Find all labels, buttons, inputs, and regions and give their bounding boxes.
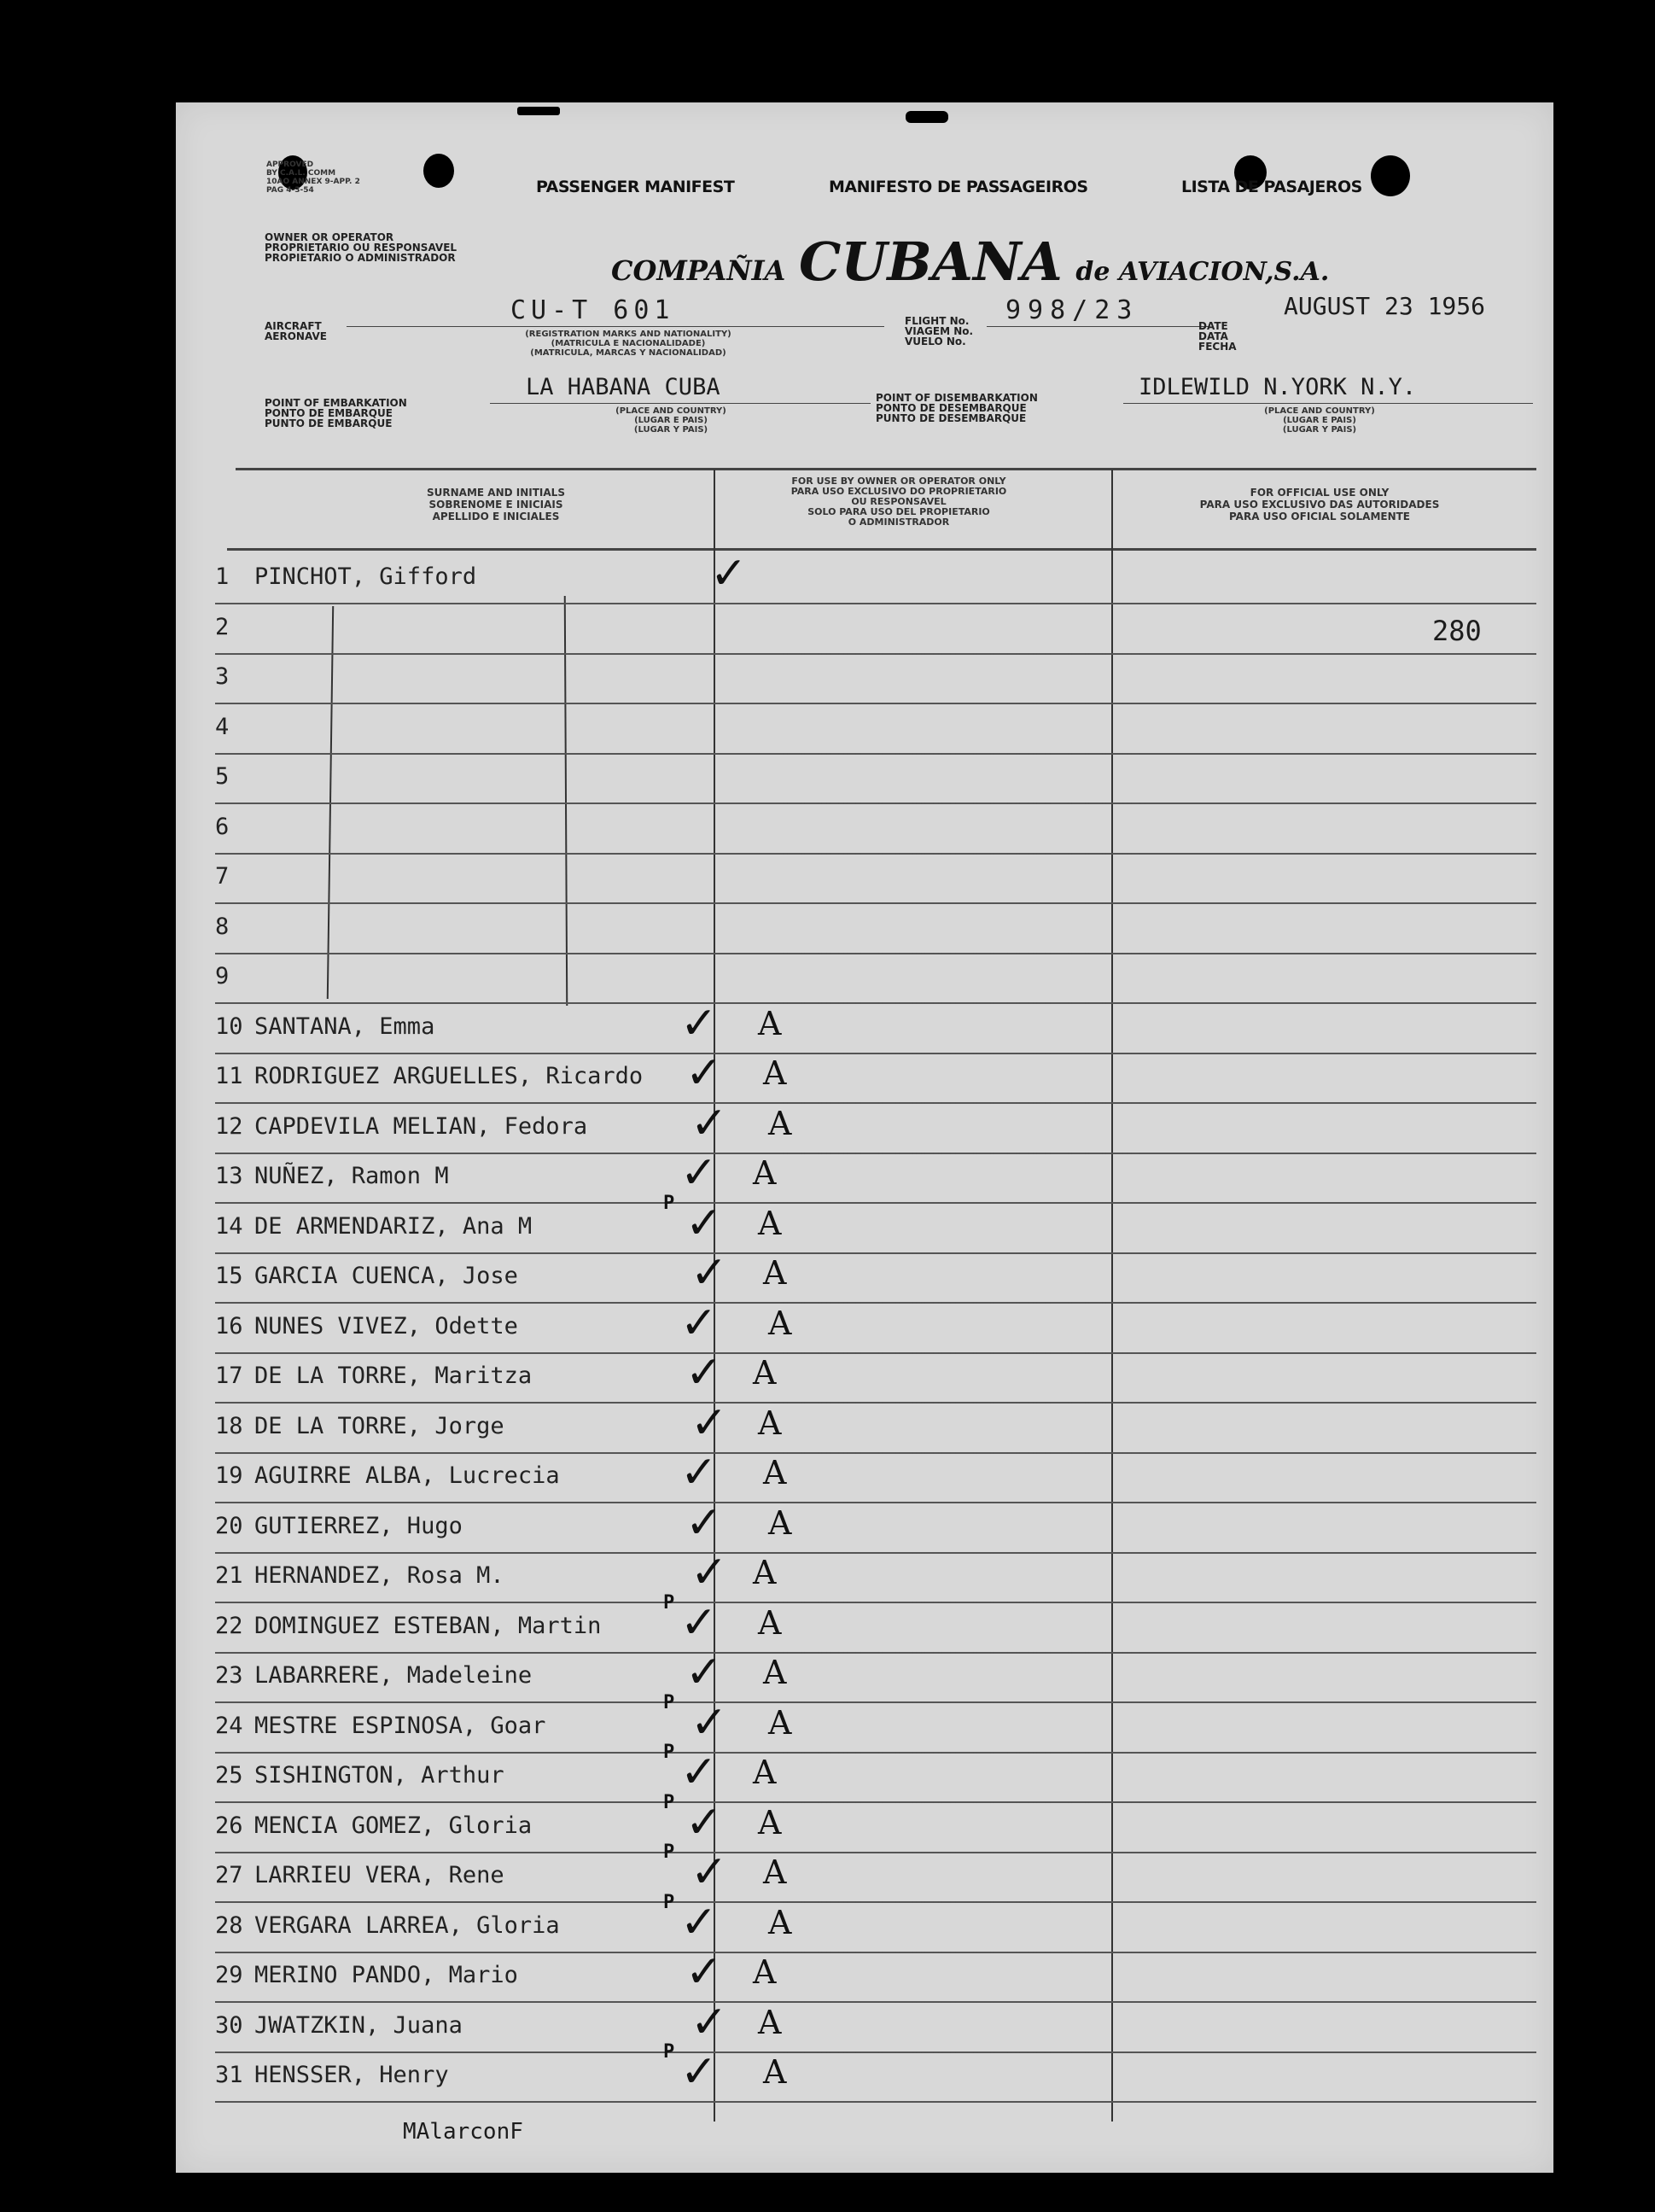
a-mark: A: [758, 1603, 782, 1642]
passenger-name: GARCIA CUENCA, Jose: [254, 1263, 518, 1289]
passenger-row: [215, 605, 1536, 655]
row-number: 5: [215, 763, 230, 790]
column-header-line: SOLO PARA USO DEL PROPIETARIO: [807, 506, 990, 517]
flight-label: [905, 316, 973, 347]
ink-blot: [517, 107, 560, 115]
passenger-name: JWATZKIN, Juana: [254, 2011, 463, 2039]
check-mark: ✓: [691, 1547, 728, 1598]
aircraft-label: [265, 321, 327, 341]
passenger-name: NUÑEZ, Ramon M: [254, 1163, 449, 1189]
embarkation-sublabel-line: (PLACE AND COUNTRY): [615, 406, 726, 416]
owner-label: [265, 232, 457, 263]
aircraft-label-line: AERONAVE: [265, 330, 327, 342]
check-mark: ✓: [685, 1946, 723, 1998]
row-number: 22: [215, 1612, 243, 1639]
flight-number: 998/23: [1005, 295, 1139, 325]
passenger-row: [215, 954, 1536, 1004]
check-mark: ✓: [691, 1397, 728, 1449]
passenger-row: [215, 905, 1536, 954]
check-mark: ✓: [680, 1596, 718, 1649]
header-bottom-rule: [227, 548, 1536, 551]
embarkation-underline: [490, 403, 871, 404]
passenger-row: [215, 755, 1536, 804]
a-mark: A: [753, 1354, 777, 1392]
row-number: 11: [215, 1063, 243, 1089]
p-mark: P: [663, 2041, 675, 2063]
owner-label-line: PROPRIETARIO OU RESPONSAVEL: [265, 242, 457, 254]
row-number: 26: [215, 1812, 243, 1839]
passenger-name: DOMINGUEZ ESTEBAN, Martin: [254, 1612, 602, 1639]
passenger-name: MESTRE ESPINOSA, Goar: [254, 1712, 546, 1739]
check-mark: ✓: [680, 997, 718, 1049]
row-number: 12: [215, 1112, 243, 1140]
aircraft-sublabel-line: (MATRICULA, MARCAS Y NACIONALIDAD): [530, 348, 726, 358]
p-mark: P: [663, 1891, 675, 1913]
stamp-line: 10AO ANNEX 9-APP. 2: [266, 178, 360, 186]
disembarkation-label: [876, 393, 1038, 423]
a-mark: A: [758, 2003, 782, 2041]
row-number: 8: [215, 913, 230, 940]
row-number: 21: [215, 1562, 243, 1589]
passenger-name: NUNES VIVEZ, Odette: [254, 1312, 518, 1339]
disembarkation-sublabel-line: (LUGAR E PAIS): [1283, 416, 1356, 425]
flight-date: AUGUST 23 1956: [1284, 292, 1486, 320]
row-number: 14: [215, 1212, 243, 1240]
company-logo: [611, 231, 1329, 293]
check-mark: ✓: [680, 2046, 718, 2098]
a-mark: A: [758, 1803, 782, 1841]
passenger-row: [215, 1192, 1536, 1254]
embarkation-label-line: PONTO DE EMBARQUE: [265, 407, 393, 419]
aircraft-registration: CU-T 601: [510, 295, 675, 325]
owner-label-line: OWNER OR OPERATOR: [265, 231, 394, 243]
a-mark: A: [753, 1754, 777, 1791]
aircraft-sublabel: [457, 330, 799, 358]
column-header-line: OU RESPONSAVEL: [851, 496, 947, 507]
check-mark: ✓: [680, 1297, 718, 1349]
row-number: 19: [215, 1462, 243, 1489]
passenger-name: SANTANA, Emma: [254, 1013, 435, 1040]
passenger-row: [215, 2041, 1536, 2103]
check-mark: ✓: [691, 1696, 728, 1748]
passenger-row: [215, 1791, 1536, 1853]
ink-blot: [906, 111, 948, 123]
a-mark: A: [753, 1554, 777, 1591]
passenger-row: [215, 855, 1536, 904]
row-number: 1: [215, 563, 230, 590]
p-mark: P: [663, 1841, 675, 1863]
row-number: 23: [215, 1662, 243, 1689]
stamp-line: BY C.A.L. COMM: [266, 169, 336, 178]
row-number: 9: [215, 963, 230, 989]
passenger-name: LARRIEU VERA, Rene: [254, 1862, 504, 1888]
a-mark: A: [758, 1004, 782, 1042]
a-mark: A: [753, 1953, 777, 1991]
flight-label-line: VUELO No.: [905, 336, 966, 347]
a-mark: A: [758, 1404, 782, 1442]
disembarkation-place: IDLEWILD N.YORK N.Y.: [1139, 374, 1417, 400]
check-mark: ✓: [685, 1647, 723, 1698]
passenger-name: GUTIERREZ, Hugo: [254, 1512, 463, 1539]
passenger-name: DE LA TORRE, Maritza: [254, 1363, 533, 1389]
row-number: 28: [215, 1911, 243, 1939]
a-mark: A: [768, 1703, 792, 1742]
passenger-name: AGUIRRE ALBA, Lucrecia: [254, 1462, 560, 1489]
a-mark: A: [763, 1654, 787, 1691]
passenger-row: [215, 1247, 1536, 1304]
row-number: 31: [215, 2062, 243, 2088]
column-header-line: SOBRENOME E INICIAIS: [428, 499, 563, 511]
passenger-name: HERNANDEZ, Rosa M.: [254, 1562, 504, 1589]
p-mark: P: [663, 1591, 675, 1614]
column-header-line: PARA USO EXCLUSIVO DO PROPRIETARIO: [790, 486, 1007, 497]
column-header-line: SURNAME AND INITIALS: [427, 487, 565, 499]
passenger-name: CAPDEVILA MELIAN, Fedora: [254, 1112, 588, 1140]
title-es: LISTA DE PASAJEROS: [1181, 178, 1362, 196]
passenger-row: [215, 705, 1536, 755]
check-mark: ✓: [691, 1247, 728, 1299]
manifest-sheet: [176, 102, 1553, 2173]
passenger-name: LABARRERE, Madeleine: [254, 1662, 533, 1689]
a-mark: A: [768, 1903, 792, 1941]
check-mark: ✓: [680, 1447, 718, 1498]
aircraft-sublabel-line: (MATRICULA E NACIONALIDADE): [551, 339, 706, 348]
column-header-line: APELLIDO E INICIALES: [432, 511, 560, 522]
logo-main: CUBANA: [799, 231, 1063, 293]
a-mark: A: [763, 1254, 787, 1292]
embarkation-place: LA HABANA CUBA: [526, 374, 720, 400]
a-mark: A: [758, 1204, 782, 1242]
passenger-row: [215, 1147, 1536, 1204]
a-mark: A: [763, 1853, 787, 1891]
row-number: 20: [215, 1512, 243, 1539]
embarkation-sublabel-line: (LUGAR E PAIS): [634, 416, 708, 425]
owner-label-line: PROPIETARIO O ADMINISTRADOR: [265, 252, 456, 264]
check-mark: ✓: [710, 548, 748, 599]
logo-suffix: de AVIACION,S.A.: [1075, 257, 1330, 287]
passenger-row: [215, 1347, 1536, 1404]
a-mark: A: [768, 1104, 792, 1142]
passenger-row: [215, 1647, 1536, 1703]
a-mark: A: [753, 1154, 777, 1192]
row-number: 6: [215, 813, 230, 840]
passenger-row: [215, 1996, 1536, 2053]
passenger-name: MERINO PANDO, Mario: [254, 1962, 518, 1988]
column-header-operator: [715, 476, 1082, 528]
passenger-name: RODRIGUEZ ARGUELLES, Ricardo: [254, 1063, 644, 1089]
a-mark: A: [763, 1054, 787, 1092]
check-mark: ✓: [691, 1097, 728, 1149]
column-header-line: PARA USO EXCLUSIVO DAS AUTORIDADES: [1199, 499, 1440, 511]
check-mark: ✓: [685, 1197, 723, 1249]
passenger-row: [215, 1497, 1536, 1554]
passenger-row: [215, 1691, 1536, 1754]
date-label-line: DATE: [1198, 320, 1228, 332]
p-mark: P: [663, 1791, 675, 1813]
check-mark: ✓: [680, 1147, 718, 1199]
row-number: 30: [215, 2011, 243, 2039]
disembarkation-sublabel-line: (LUGAR Y PAIS): [1282, 425, 1357, 435]
date-label-line: DATA: [1198, 330, 1228, 342]
row-number: 27: [215, 1862, 243, 1888]
title-pt: MANIFESTO DE PASSAGEIROS: [829, 178, 1088, 196]
row-dash-rule: [770, 2101, 1154, 2103]
a-mark: A: [763, 1454, 787, 1491]
disembarkation-sublabel: [1217, 406, 1422, 435]
column-header-line: O ADMINISTRADOR: [848, 517, 950, 528]
disembarkation-label-line: PUNTO DE DESEMBARQUE: [876, 412, 1027, 424]
date-label: [1198, 321, 1237, 352]
disembarkation-label-line: PONTO DE DESEMBARQUE: [876, 402, 1027, 414]
column-header-name: [304, 487, 688, 522]
check-mark: ✓: [680, 1747, 718, 1798]
row-number: 18: [215, 1412, 243, 1439]
a-mark: A: [763, 2053, 787, 2091]
check-mark: ✓: [685, 1347, 723, 1398]
passenger-row: [215, 655, 1536, 704]
passenger-row: [215, 1946, 1536, 2003]
flight-label-line: FLIGHT No.: [905, 315, 970, 327]
check-mark: ✓: [685, 1497, 723, 1549]
passenger-row: [215, 1297, 1536, 1354]
passenger-name: DE ARMENDARIZ, Ana M: [254, 1212, 533, 1240]
row-number: 29: [215, 1962, 243, 1988]
passenger-row: [215, 1097, 1536, 1154]
passenger-row: [215, 1048, 1536, 1104]
check-mark: ✓: [685, 1796, 723, 1848]
passenger-row: [215, 1447, 1536, 1503]
logo-prefix: COMPAÑIA: [611, 254, 786, 287]
passenger-name: MENCIA GOMEZ, Gloria: [254, 1812, 533, 1839]
stamp-line: APPROVED: [266, 161, 314, 169]
embarkation-label-line: PUNTO DE EMBARQUE: [265, 417, 393, 429]
row-number: 4: [215, 713, 230, 740]
row-number: 17: [215, 1363, 243, 1389]
passenger-row: [215, 1891, 1536, 1953]
embarkation-label-line: POINT OF EMBARKATION: [265, 397, 407, 409]
column-header-official: [1115, 487, 1524, 522]
row-number: 7: [215, 863, 230, 890]
check-mark: ✓: [691, 1847, 728, 1898]
passenger-name: PINCHOT, Gifford: [254, 563, 477, 590]
row-number: 16: [215, 1312, 243, 1339]
ink-blot: [1371, 155, 1410, 196]
row-number: 2: [215, 613, 230, 640]
passenger-name: HENSSER, Henry: [254, 2062, 449, 2088]
aircraft-underline: [347, 326, 884, 327]
embarkation-sublabel-line: (LUGAR Y PAIS): [633, 425, 708, 435]
passenger-row: [215, 1591, 1536, 1654]
ink-blot: [423, 154, 454, 188]
column-header-line: PARA USO OFICIAL SOLAMENTE: [1228, 511, 1411, 522]
disembarkation-sublabel-line: (PLACE AND COUNTRY): [1264, 406, 1375, 416]
row-number: 3: [215, 663, 230, 690]
official-note: 280: [1432, 615, 1482, 647]
passenger-name: DE LA TORRE, Jorge: [254, 1412, 504, 1439]
check-mark: ✓: [680, 1896, 718, 1948]
approval-stamp: [266, 161, 360, 195]
stamp-line: PAG 4-3-54: [266, 186, 314, 195]
passenger-row: [215, 548, 1536, 604]
passenger-name: VERGARA LARREA, Gloria: [254, 1911, 560, 1939]
footer-signature: MAlarconF: [403, 2119, 523, 2145]
p-mark: P: [663, 1742, 675, 1763]
p-mark: P: [663, 1192, 675, 1214]
date-label-line: FECHA: [1198, 341, 1237, 353]
check-mark: ✓: [691, 1996, 728, 2048]
a-mark: A: [768, 1503, 792, 1542]
column-header-line: FOR OFFICIAL USE ONLY: [1250, 487, 1390, 499]
table-top-rule: [236, 468, 1536, 470]
flight-underline: [987, 326, 1209, 327]
passenger-row: [215, 1547, 1536, 1603]
a-mark: A: [768, 1304, 792, 1342]
embarkation-sublabel: [568, 406, 773, 435]
row-number: 24: [215, 1712, 243, 1739]
row-number: 15: [215, 1263, 243, 1289]
disembarkation-underline: [1123, 403, 1533, 404]
aircraft-label-line: AIRCRAFT: [265, 320, 322, 332]
row-number: 10: [215, 1013, 243, 1040]
flight-label-line: VIAGEM No.: [905, 325, 974, 337]
passenger-row: [215, 1397, 1536, 1454]
embarkation-label: [265, 398, 407, 429]
column-header-line: FOR USE BY OWNER OR OPERATOR ONLY: [791, 476, 1006, 487]
title-en: PASSENGER MANIFEST: [536, 178, 735, 196]
check-mark: ✓: [685, 1048, 723, 1099]
row-number: 13: [215, 1163, 243, 1189]
passenger-name: SISHINGTON, Arthur: [254, 1762, 504, 1789]
disembarkation-label-line: POINT OF DISEMBARKATION: [876, 392, 1038, 404]
aircraft-sublabel-line: (REGISTRATION MARKS AND NATIONALITY): [525, 330, 731, 339]
passenger-row: [215, 1841, 1536, 1903]
passenger-row: [215, 805, 1536, 855]
passenger-row: [215, 997, 1536, 1054]
row-number: 25: [215, 1762, 243, 1789]
passenger-row: [215, 1742, 1536, 1803]
p-mark: P: [663, 1691, 675, 1713]
